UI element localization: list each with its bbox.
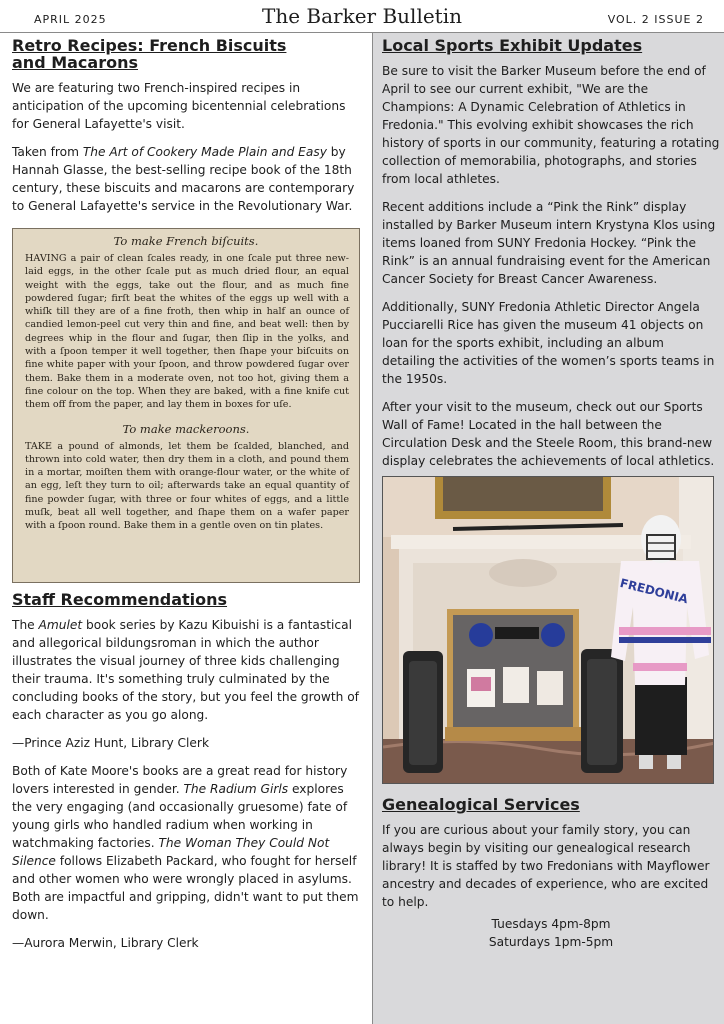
masthead bbox=[0, 0, 724, 33]
left-column bbox=[0, 33, 371, 1024]
issue-number: VOL. 2 ISSUE 2 bbox=[607, 13, 704, 26]
recipe-scan-image bbox=[12, 228, 360, 583]
staff-heading: Staff Recommendations bbox=[12, 590, 228, 609]
sports-p1: Be sure to visit the Barker Museum before the end of April to see our current exhibit, "We are the Champions: A Dynamic Celebration of Athletics in Fredonia." This evolving exhibit showcases the rich history of sports in our community, featuring a rotating collection of memorabilia, photographs, and stories from local athletes. bbox=[382, 64, 720, 186]
newsletter-title: The Barker Bulletin bbox=[262, 4, 462, 28]
recipes-heading-line2: and Macarons bbox=[12, 53, 139, 72]
jersey-lettering: FREDONIA bbox=[618, 575, 690, 607]
sports-heading: Local Sports Exhibit Updates bbox=[382, 36, 643, 55]
staff-rec-1-b: book series by Kazu Kibuishi is a fantastical and allegorical bildungsroman in which the author illustrates the visual journey of three kids challenging their trauma. It's something truly culminated by the concluding books of the story, but you feel the growth of each character as you go along. bbox=[12, 618, 359, 722]
staff-rec-2-signature: —Aurora Merwin, Library Clerk bbox=[12, 936, 199, 950]
sports-p3: Additionally, SUNY Fredonia Athletic Director Angela Pucciarelli Rice has given the museum 41 objects on loan for the sports exhibit, including an album detailing the activities of the women’s sports teams in the 1950s. bbox=[382, 300, 715, 386]
sports-p4: After your visit to the museum, check out our Sports Wall of Fame! Located in the hall between the Circulation Desk and the Steele Room, this brand-new display celebrates the achievements of local athletics. bbox=[382, 400, 715, 468]
recipes-heading bbox=[12, 37, 364, 71]
staff-rec-2-a: Both of Kate Moore's books are a great read for history lovers interested in gender. bbox=[12, 764, 348, 796]
woman-not-silence-title: The Woman They Could Not Silence bbox=[12, 836, 330, 868]
scan-heading-biscuits: To make French biſcuits. bbox=[113, 234, 259, 248]
staff-rec-2-c: follows Elizabeth Packard, who fought for herself and other women who were wrongly placed in asylums. Both are impactful and gripping, didn't want to put them down. bbox=[12, 854, 359, 922]
sports-p2: Recent additions include a “Pink the Rink” display installed by Barker Museum intern Krystyna Klos using items loaned from SUNY Fredonia Hockey. “Pink the Rink” is an annual fundraising event for the American Cancer Society for Breast Cancer Awareness. bbox=[382, 200, 716, 286]
amulet-title: Amulet bbox=[38, 618, 83, 632]
scan-body-biscuits: HAVING a pair of clean ſcales ready, in one ſcale put three new-laid eggs, in the other ſcale put as much dried flour, an equal weight with the eggs, take out the flour, and as much fine powdered ſugar; firſt beat the whites of the eggs up well with a whiſk till they are of a fine froth, then whip in half an ounce of candied lemon-peel cut very thin and fine, and beat well: then by degrees whip in the flour and ſugar, then ſlip in the yolks, and with a ſpoon temper it well together, then ſhape your biſcuits on fine white paper with your ſpoon, and throw powdered ſugar over them. Bake them in a moderate oven, not too hot, giving them a fine colour on the top. When they are baked, with a fine knife cut them off from the paper, and lay them in boxes for uſe. bbox=[25, 253, 349, 411]
hours-tuesday: Tuesdays 4pm-8pm bbox=[491, 917, 611, 931]
scan-heading-macaroons: To make mackeroons. bbox=[122, 421, 250, 436]
recipes-source-b: by Hannah Glasse, the best-selling recipe book of the 18th century, these biscuits and macarons are contemporary to General Lafayette's service in the Revolutionary War. bbox=[12, 145, 355, 213]
radium-girls-title: The Radium Girls bbox=[183, 782, 289, 796]
recipes-heading-line1: Retro Recipes: French Biscuits bbox=[12, 36, 287, 55]
right-column bbox=[372, 33, 724, 1024]
staff-rec-1-signature: —Prince Aziz Hunt, Library Clerk bbox=[12, 736, 209, 750]
cookbook-title: The Art of Cookery Made Plain and Easy bbox=[82, 145, 327, 159]
genealogy-p1: If you are curious about your family story, you can always begin by visiting our genealogical research library! It is staffed by two Fredonians with Mayflower ancestry and decades of experience, who are excited to help. bbox=[382, 823, 710, 909]
genealogy-heading: Genealogical Services bbox=[382, 795, 580, 814]
staff-rec-2 bbox=[12, 762, 364, 924]
staff-rec-2-b: explores the very engaging (and occasionally gruesome) fate of young girls who handled radium when working in watchmaking factories. bbox=[12, 782, 348, 850]
staff-rec-1-a: The bbox=[12, 618, 39, 632]
issue-date: APRIL 2025 bbox=[34, 13, 107, 26]
recipes-intro: We are featuring two French-inspired recipes in anticipation of the upcoming bicentennial celebrations for General Lafayette's visit. bbox=[12, 81, 346, 131]
scan-body-macaroons: TAKE a pound of almonds, let them be ſcalded, blanched, and thrown into cold water, then dry them in a cloth, and pound them in a mortar, moiſten them with orange-flour water, or the white of an egg, leſt they turn to oil; afterwards take an equal quantity of fine powder ſugar, with three or four whites of eggs, and a little muſk, beat all well together, and ſhape them on a wafer paper with a ſpoon round. Bake them in a gentle oven on tin plates. bbox=[25, 440, 349, 532]
recipes-source-a: Taken from bbox=[12, 145, 83, 159]
pink-the-rink-photo bbox=[382, 476, 714, 784]
hours-saturday: Saturdays 1pm-5pm bbox=[488, 935, 614, 949]
recipes-source bbox=[12, 143, 364, 215]
exhibit-photo-illustration bbox=[383, 477, 714, 784]
staff-rec-1 bbox=[12, 616, 364, 724]
